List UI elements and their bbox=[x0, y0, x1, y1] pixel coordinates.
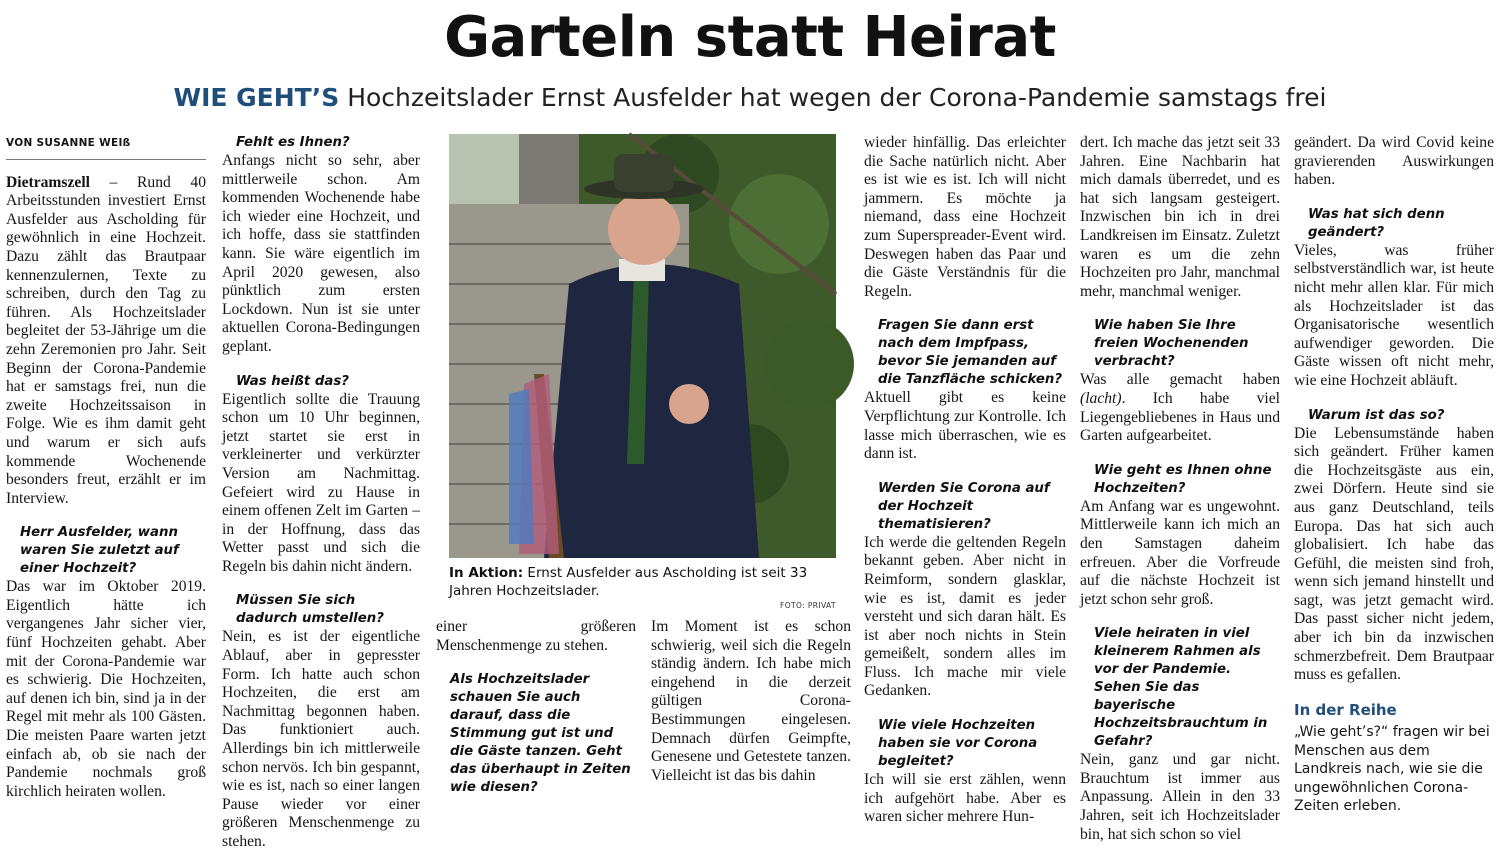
caption-lead: In Aktion: bbox=[449, 565, 524, 581]
article-column-6 bbox=[1080, 134, 1280, 843]
interview-question: Viele heiraten in viel kleinerem Rahmen als vor der Pandemie. Sehen Sie das bayerische Hochzeitsbrauchtum in Gefahr? bbox=[1094, 626, 1268, 750]
interview-answer bbox=[1080, 371, 1280, 445]
interview-question: Werden Sie Corona auf der Hochzeit thematisieren? bbox=[878, 480, 1050, 532]
interview-answer-continued: einer größeren Menschenmenge zu stehen. bbox=[436, 618, 636, 654]
photo-caption bbox=[449, 564, 836, 600]
interview-question: Fragen Sie dann erst nach dem Impfpass, bevor Sie jemanden auf die Tanzfläche schicken? bbox=[878, 318, 1063, 388]
interview-answer: Ich will sie erst zählen, wenn ich aufgehört habe. Aber es waren sicher mehrere Hun- bbox=[864, 771, 1066, 826]
interview-answer-continued: wieder hinfällig. Das erleichter die Sache natürlich nicht. Aber es ist wie es ist. Ich will nicht jammern. Es möchte ja niemand, dass eine Hochzeit zum Superspreader-Event wird. Deswegen haben das Paar und die Gäste Verständnis für die Regeln. bbox=[864, 134, 1066, 300]
answer-text: . Ich habe viel Liegengebliebenes in Haus und Garten aufgearbeitet. bbox=[1080, 389, 1280, 445]
interview-question: Müssen Sie sich dadurch umstellen? bbox=[236, 593, 384, 627]
sidebar-text: „Wie geht’s?“ fragen wir bei Menschen aus dem Landkreis nach, wie sie die ungewöhnlichen Corona-Zeiten erleben. bbox=[1294, 724, 1490, 815]
article-column-4 bbox=[651, 618, 851, 784]
caption-text: Ernst Ausfelder aus Ascholding ist seit 33 Jahren Hochzeitslader. bbox=[449, 565, 808, 599]
interview-question: Fehlt es Ihnen? bbox=[236, 135, 350, 150]
interview-answer: Nein, ganz und gar nicht. Brauchtum ist immer aus Anpassung. Allein in den 33 Jahren, seit ich Hochzeitslader bin, hat sich schon so viel bbox=[1080, 751, 1280, 843]
interview-question: Als Hochzeitslader schauen Sie auch darauf, dass die Stimmung gut ist und die Gäste tanzen. Geht das überhaupt in Zeiten wie diesen? bbox=[450, 672, 631, 796]
interview-question: Herr Ausfelder, wann waren Sie zuletzt auf einer Hochzeit? bbox=[20, 525, 179, 577]
article-column-3 bbox=[436, 618, 636, 796]
interview-question: Was hat sich denn geändert? bbox=[1308, 206, 1445, 240]
interview-answer: Am Anfang war es ungewohnt. Mittlerweile kann ich mich an den Samstagen daheim erfreuen. Aber die Vorfreude auf die nächste Hochzeit ist jetzt schon sehr groß. bbox=[1080, 497, 1280, 608]
photo-ernst-ausfelder bbox=[449, 134, 836, 558]
intro-paragraph bbox=[6, 174, 206, 509]
article-column-2 bbox=[222, 134, 420, 850]
interview-answer: Nein, es ist der eigentliche Ablauf, aber in gepresster Form. Ich hatte auch schon Hochzeiten, die erst am Nachmittag begonnen haben. Das funktioniert auch. Allerdings bin ich mittlerweile schon nervös. Ich bin gespannt, wie es ist, nach so einer langen Pause wieder vor einer größeren Menschenmenge zu stehen. bbox=[222, 628, 420, 850]
interview-answer-continued: geändert. Da wird Covid keine gravierenden Auswirkungen haben. bbox=[1294, 134, 1494, 189]
sidebar-title: In der Reihe bbox=[1294, 700, 1397, 719]
interview-answer: Anfangs nicht so sehr, aber mittlerweile schon. Am kommenden Wochenende habe ich wieder eine Hochzeit, und ich hoffe, dass sie stattfinden kann. Sie wäre eigentlich im April 2020 gewesen, also pünktlich zum ersten Lockdown. Nun ist sie unter aktuellen Corona-Bedingungen geplant. bbox=[222, 152, 420, 355]
interview-answer: Ich werde die geltenden Regeln bekannt geben. Aber nicht in Reimform, sondern glasklar, wie es ist, damit es jeder versteht und sich daran hält. Es ist aber noch nichts in Stein gemeißelt, sondern alles im Fluss. Ich mache mir viele Gedanken. bbox=[864, 533, 1066, 700]
article-column-1 bbox=[6, 134, 206, 800]
interview-answer-continued: dert. Ich mache das jetzt seit 33 Jahren. Eine Nachbarin hat mich damals überredet, und es hat sich langsam gesteigert. Inzwischen bin ich in drei Landkreisen im Einsatz. Zuletzt waren es um die zehn Hochzeiten pro Jahr, manchmal mehr, manchmal weniger. bbox=[1080, 134, 1280, 300]
answer-aside: (lacht) bbox=[1080, 389, 1122, 407]
subheadline bbox=[0, 80, 1500, 116]
interview-answer: Vieles, was früher selbstverständlich war, ist heute nicht mehr allen klar. Für mich als Hochzeitslader ist das Organisatorische wesentlich aufwendiger geworden. Die Gäste wissen oft nicht mehr, wie eine Hochzeit abläuft. bbox=[1294, 241, 1494, 389]
subheadline-text: Hochzeitslader Ernst Ausfelder hat wegen der Corona-Pandemie samstags frei bbox=[347, 83, 1327, 112]
byline: VON SUSANNE WEIß bbox=[6, 134, 206, 160]
photo-credit: FOTO: PRIVAT bbox=[779, 601, 836, 610]
interview-question: Wie viele Hochzeiten haben sie vor Corona begleitet? bbox=[878, 718, 1038, 770]
series-kicker: WIE GEHT’S bbox=[173, 83, 340, 112]
article-column-5 bbox=[864, 134, 1066, 826]
photo-illustration bbox=[449, 134, 836, 558]
interview-answer: Eigentlich sollte die Trauung schon um 10 Uhr beginnen, jetzt startet sie erst in verkleinerter und verkürzter Version am Nachmittag. Gefeiert wird zu Hause in einem offenen Zelt im Garten – in der Hoffnung, dass das Wetter passt und sich die Regeln bis dahin nicht ändern. bbox=[222, 390, 420, 575]
interview-answer: Das war im Oktober 2019. Eigentlich hätte ich vergangenes Jahr sicher vier, fünf Hochzeiten gehabt. Aber mit der Corona-Pandemie war es schwierig. Die Hochzeiten, auf denen ich bin, sind ja in der Regel mit mehr als 100 Gästen. Die meisten Paare warten jetzt einfach ab, ob sie nach der Pandemie nochmals groß kirchlich heiraten wollen. bbox=[6, 578, 206, 800]
interview-answer: Aktuell gibt es keine Verpflichtung zur Kontrolle. Ich lasse mich überraschen, wie es dann ist. bbox=[864, 389, 1066, 463]
interview-answer: Die Lebensumstände haben sich geändert. Früher kamen die Hochzeitsgäste aus ein, zwei Dörfern. Heute sind sie aus ganz Deutschland, teils Europa. Das hat sich auch globalisiert. Ich habe das Gefühl, die meisten sind froh, wenn sich jemand hinstellt und sagt, was jetzt gemacht wird. Das passt sicher nicht jedem, aber ich bin da inzwischen schmerzbefreit. Dem Brautpaar muss es gefallen. bbox=[1294, 424, 1494, 684]
intro-text: – Rund 40 Arbeitsstunden investiert Ernst Ausfelder aus Ascholding für gewöhnlich in eine Hochzeit. Dazu zählt das Brautpaar kennenzulernen, Texte zu schreiben, durch den Tag zu führen. Als Hochzeitslader begleitet der 53-Jährige um die zehn Zeremonien pro Jahr. Seit Beginn der Corona-Pandemie hat er samstags frei, nun die zweite Hochzeitssaison in Folge. Wie es ihm damit geht und warum er sich aufs kommende Wochenende besonders freut, erzählt er im Interview. bbox=[6, 173, 206, 507]
answer-text: Was alle gemacht haben bbox=[1080, 371, 1280, 389]
article-column-7 bbox=[1294, 134, 1494, 815]
interview-question: Warum ist das so? bbox=[1308, 407, 1445, 423]
dateline: Dietramszell bbox=[6, 173, 90, 191]
interview-question: Wie geht es Ihnen ohne Hochzeiten? bbox=[1094, 462, 1272, 496]
interview-answer: Im Moment ist es schon schwierig, weil sich die Regeln ständig ändern. Ich habe mich eingehend in die derzeit gültigen Corona-Bestimmungen eingelesen. Demnach dürfen Geimpfte, Genesene und Getestete tanzen. Vielleicht ist das bis dahin bbox=[651, 618, 851, 784]
interview-question: Wie haben Sie Ihre freien Wochenenden verbracht? bbox=[1094, 318, 1249, 370]
headline: Garteln statt Heirat bbox=[444, 5, 1056, 70]
interview-question: Was heißt das? bbox=[236, 373, 349, 389]
